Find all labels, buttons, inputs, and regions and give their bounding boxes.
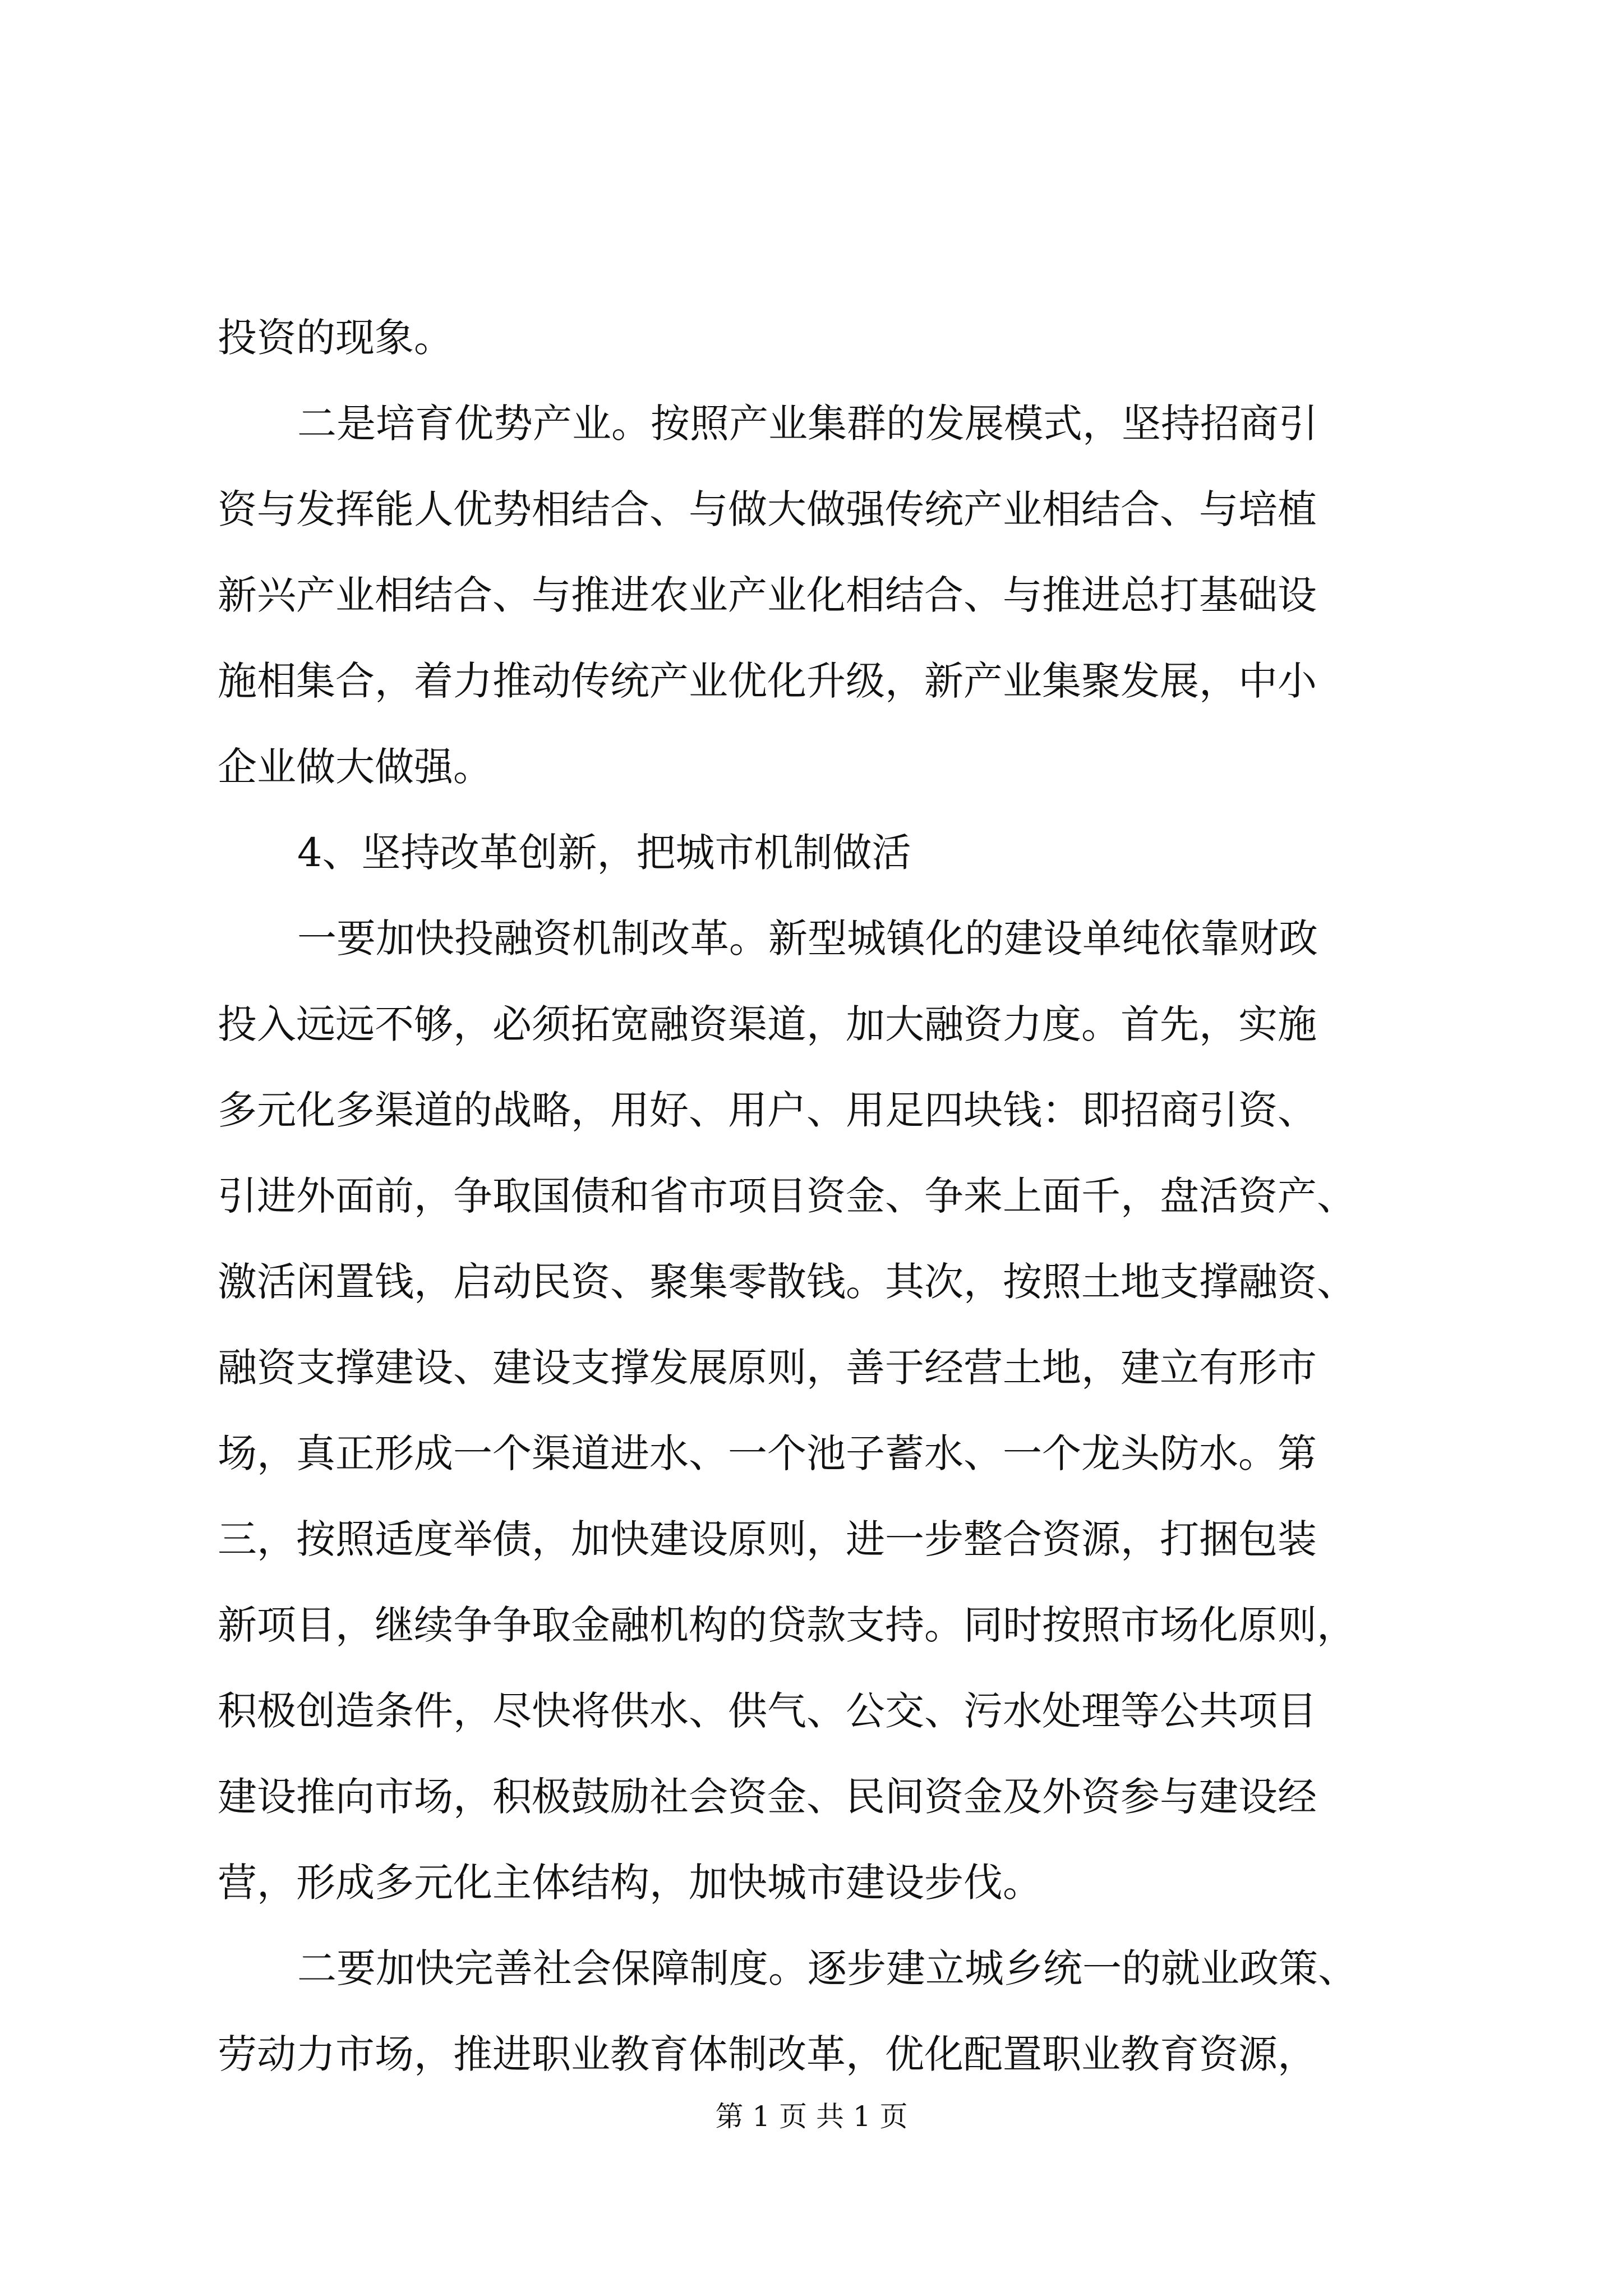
text-line: 建设推向市场，积极鼓励社会资金、民间资金及外资参与建设经: [218, 1774, 1317, 1820]
text-line: 融资支撑建设、建设支撑发展原则，善于经营土地，建立有形市: [218, 1345, 1317, 1391]
text-line: 投资的现象。: [218, 315, 453, 361]
section-heading: 4、坚持改革创新，把城市机制做活: [297, 830, 911, 876]
text-line: 场，真正形成一个渠道进水、一个池子蓄水、一个龙头防水。第: [218, 1430, 1317, 1476]
text-line: 新兴产业相结合、与推进农业产业化相结合、与推进总打基础设: [218, 572, 1317, 618]
text-line: 积极创造条件，尽快将供水、供气、公交、污水处理等公共项目: [218, 1688, 1317, 1734]
text-line: 资与发挥能人优势相结合、与做大做强传统产业相结合、与培植: [218, 486, 1317, 532]
text-line: 施相集合，着力推动传统产业优化升级，新产业集聚发展，中小: [218, 658, 1317, 704]
text-line: 劳动力市场，推进职业教育体制改革，优化配置职业教育资源，: [218, 2031, 1317, 2077]
page-footer: 第 1 页 共 1 页: [715, 2100, 908, 2133]
text-line: 二是培育优势产业。按照产业集群的发展模式，坚持招商引: [297, 401, 1318, 447]
text-line: 投入远远不够，必须拓宽融资渠道，加大融资力度。首先，实施: [218, 1001, 1317, 1047]
text-line: 三，按照适度举债，加快建设原则，进一步整合资源，打捆包装: [218, 1516, 1317, 1562]
text-line: 营，形成多元化主体结构，加快城市建设步伐。: [218, 1860, 1042, 1906]
text-line: 引进外面前，争取国债和省市项目资金、争来上面千，盘活资产、: [218, 1173, 1356, 1219]
text-line: 二要加快完善社会保障制度。逐步建立城乡统一的就业政策、: [297, 1945, 1357, 1991]
text-line: 新项目，继续争争取金融机构的贷款支持。同时按照市场化原则，: [218, 1602, 1356, 1648]
text-line: 企业做大做强。: [218, 744, 492, 790]
text-line: 激活闲置钱，启动民资、聚集零散钱。其次，按照土地支撑融资、: [218, 1259, 1356, 1305]
text-line: 一要加快投融资机制改革。新型城镇化的建设单纯依靠财政: [297, 915, 1318, 961]
text-line: 多元化多渠道的战略，用好、用户、用足四块钱：即招商引资、: [218, 1087, 1317, 1133]
